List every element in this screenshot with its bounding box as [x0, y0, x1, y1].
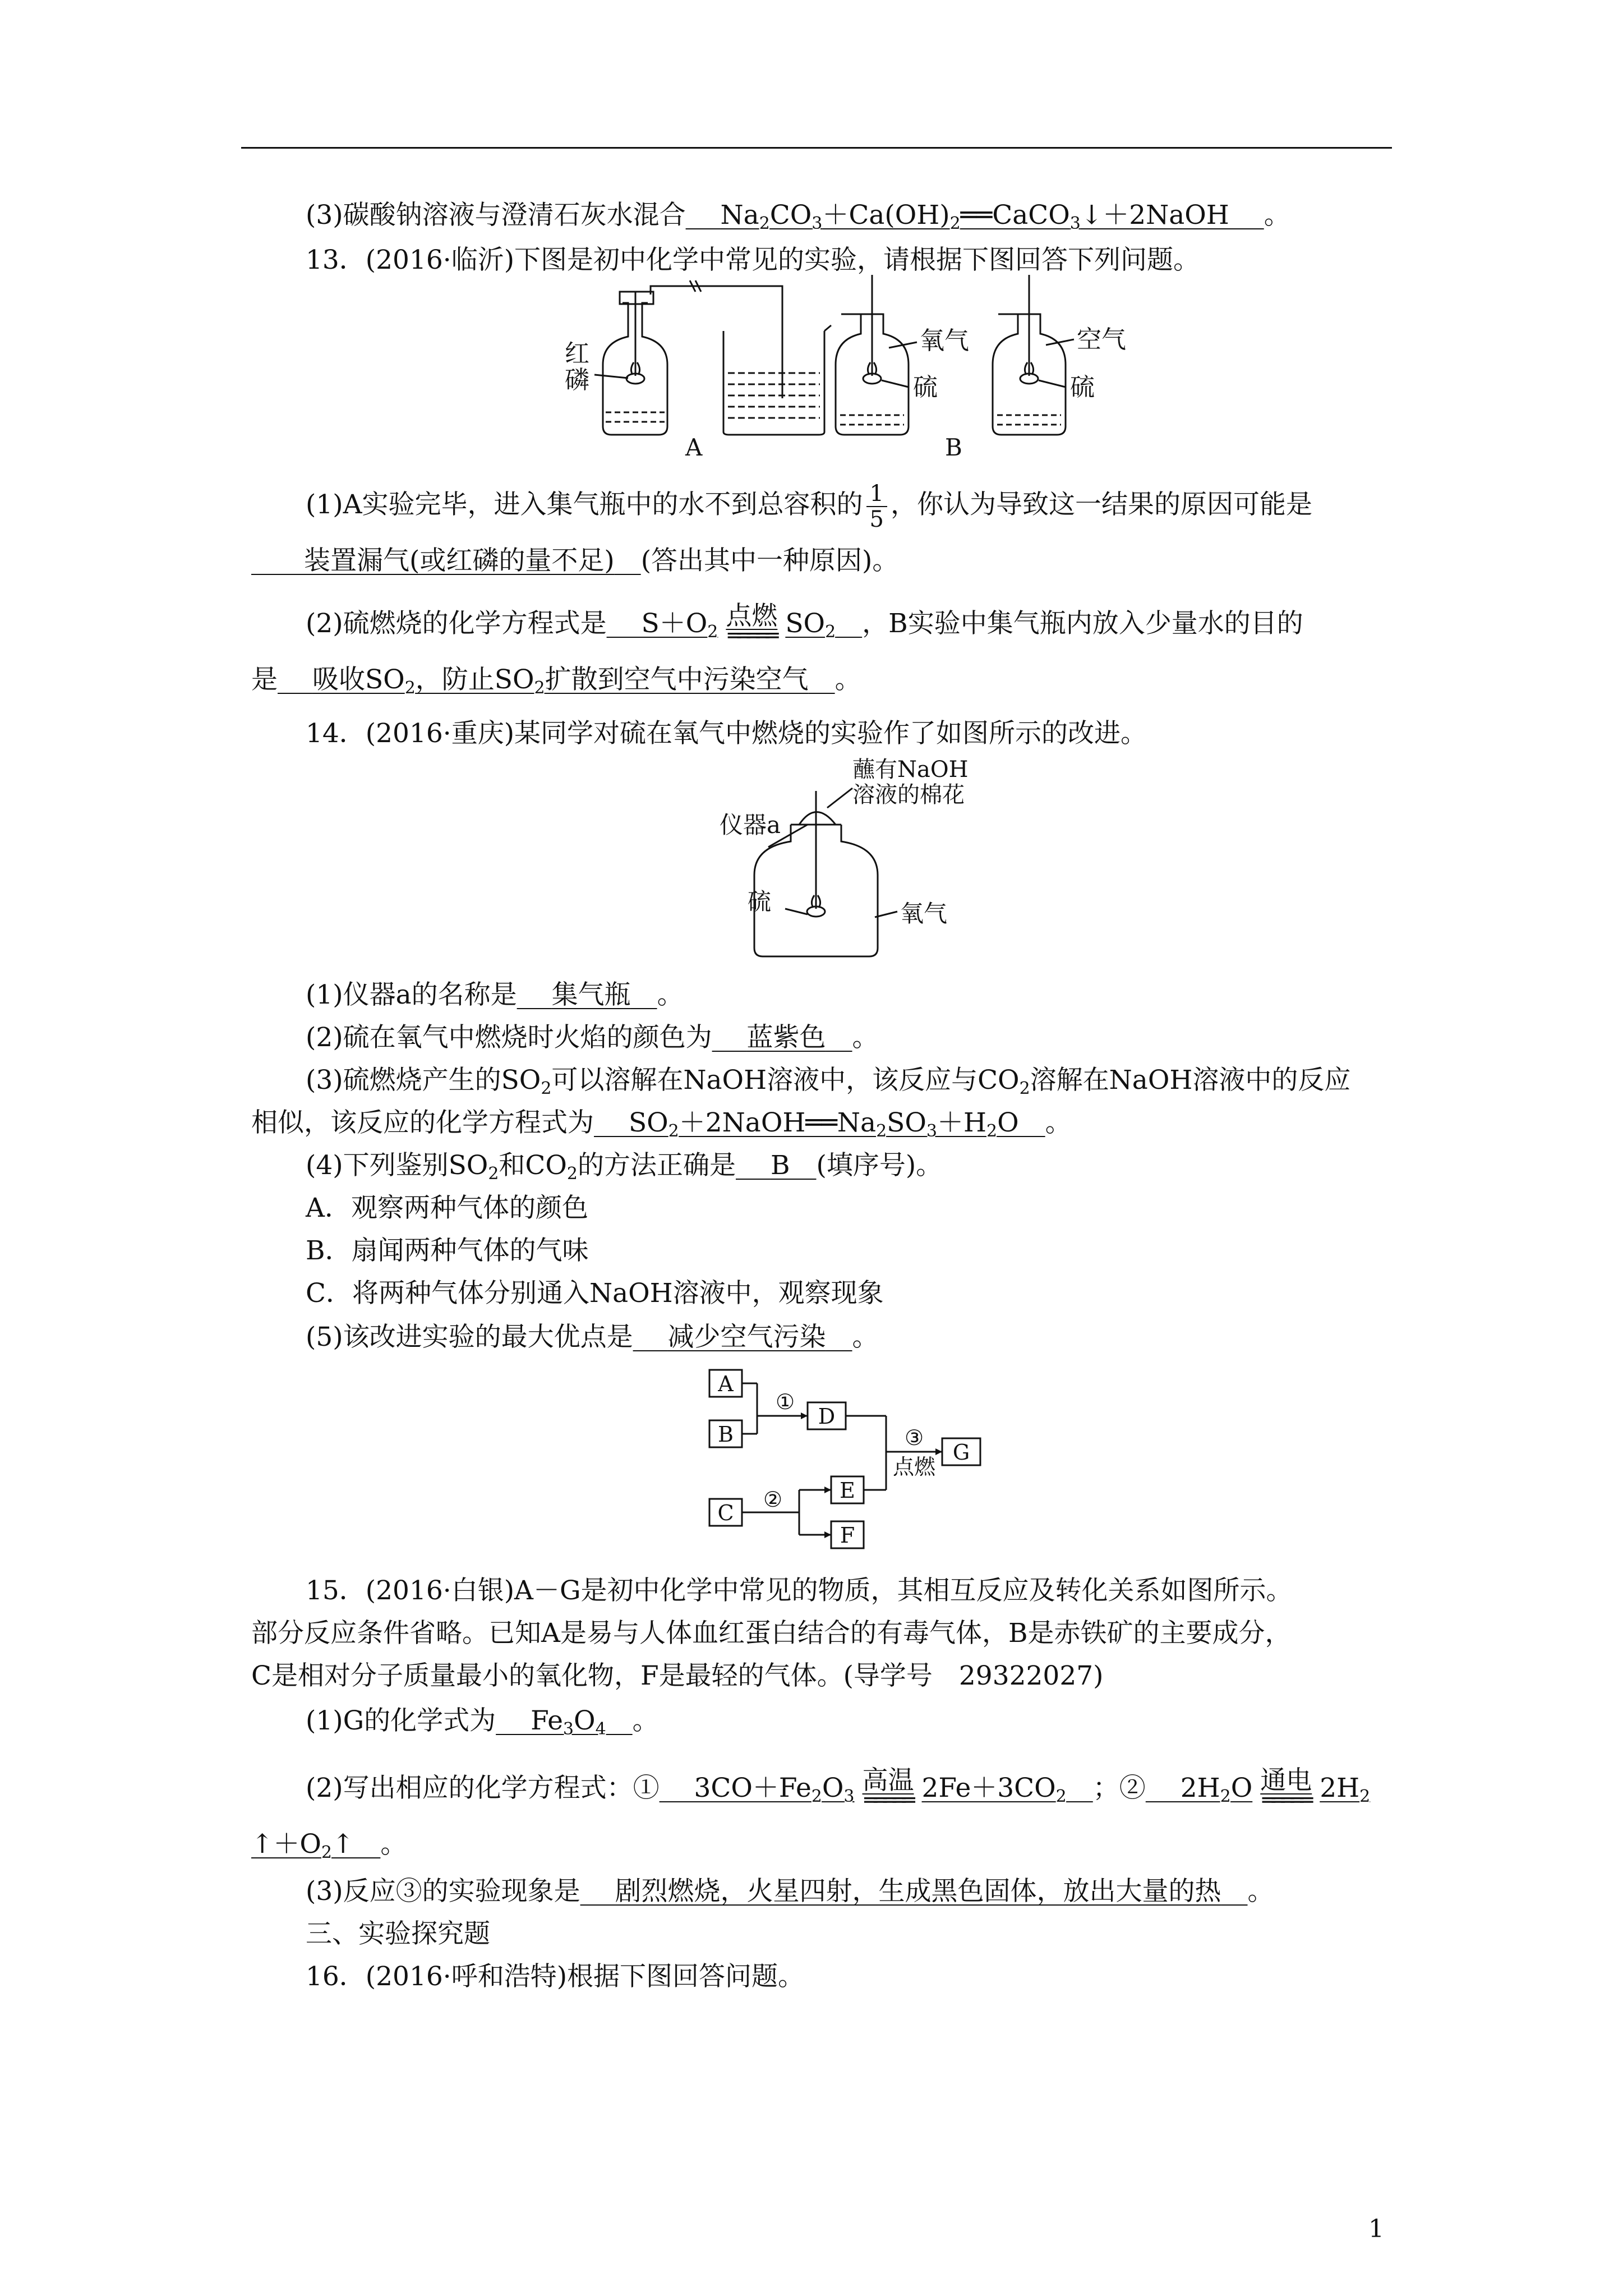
q13-label-a: A [685, 434, 703, 461]
q14-label-cotton-1: 蘸有NaOH [852, 757, 969, 783]
q14-label-oxygen: 氧气 [900, 900, 948, 927]
q15-part1: (1)G的化学式为 $Fe_3O_4$ 。 [306, 1705, 659, 1739]
box-d-label: D [818, 1404, 836, 1429]
q13-part1-answer-line: 装置漏气(或红磷的量不足) (答出其中一种原因)。 [251, 543, 898, 579]
q12-part3: (3)碳酸钠溶液与澄清石灰水混合 $Na_2CO_3+Ca(OH)_2══CaCO_3↓+2NaOH$ 。 [306, 200, 1290, 233]
q14-part5: (5)该改进实验的最大优点是 减少空气污染 。 [306, 1322, 879, 1352]
q13-part2-answer: $S+O_2$ [606, 608, 718, 642]
box-c-label: C [717, 1501, 734, 1525]
q12-part3-answer: $Na_2CO_3+Ca(OH)_2══CaCO_3↓+2NaOH$ [720, 200, 1264, 233]
q14-label-instrument: 仪器a [720, 811, 781, 839]
q15-equation-2-lhs: $2H_2O$ [1145, 1773, 1253, 1806]
q14-part4: (4)下列鉴别$SO_2$和$CO_2$的方法正确是 B (填序号)。 [306, 1150, 943, 1184]
q14-part3-answer-line: 相似，该反应的化学方程式为 $SO_2+2NaOH══Na_2SO_3+H_2O$ 。 [251, 1107, 1072, 1141]
step-3-label: ③ [904, 1425, 924, 1450]
fraction-one-fifth: $\frac{1}{5}$ [866, 481, 887, 532]
step-2-label: ② [763, 1487, 783, 1512]
box-a-label: A [718, 1372, 734, 1396]
section-3-heading: 三、实验探究题 [306, 1918, 490, 1949]
box-e-label: E [840, 1478, 855, 1503]
q15-line-1: 15．(2016·白银)A－G是初中化学中常见的物质，其相互反应及转化关系如图所示。 [306, 1575, 1293, 1606]
q15-part2-cont: $↑+O_2↑$ 。 [251, 1829, 407, 1862]
q14-part1-answer: 集气瓶 [551, 979, 631, 1010]
q15-part1-answer: $Fe_3O_4$ [496, 1705, 606, 1739]
condition-ignite: 点燃 ═════ [726, 600, 778, 648]
q15-equation-2-cont: $↑+O_2↑$ [251, 1829, 381, 1862]
q13-label-oxygen: 氧气 [920, 326, 969, 355]
condition-electrolysis: 通电 ═════ [1260, 1765, 1312, 1812]
q14-option-c: C．将两种气体分别通入NaOH溶液中，观察现象 [306, 1278, 884, 1309]
box-b-label: B [718, 1422, 734, 1447]
q15-part2: (2)写出相应的化学方程式：① $3CO+Fe_2O_3$ 高温 ═════ $2Fe+3CO_2$ ；② $2H_2O$ 通电 ═════ $2H_2$ [306, 1765, 1371, 1812]
q13-label-air: 空气 [1077, 325, 1126, 354]
q14-option-a: A．观察两种气体的颜色 [306, 1193, 588, 1223]
q14-title: 14．(2016·重庆)某同学对硫在氧气中燃烧的实验作了如图所示的改进。 [306, 718, 1147, 749]
q13-label-hong: 红 [565, 339, 589, 368]
q15-equation-1-rhs: $2Fe+3CO_2$ [921, 1773, 1067, 1806]
q14-part5-answer: 减少空气污染 [667, 1322, 826, 1352]
q15-equation-1-lhs: $3CO+Fe_2O_3$ [659, 1773, 855, 1806]
q13-part2-purpose: 吸收$SO_2$，防止$SO_2$扩散到空气中污染空气 [312, 664, 809, 698]
q15-part3-answer: 剧烈燃烧，火星四射，生成黑色固体，放出大量的热 [615, 1876, 1221, 1907]
page-number: 1 [1368, 2215, 1384, 2243]
box-f-label: F [840, 1523, 855, 1548]
q14-part3: (3)硫燃烧产生的$SO_2$可以溶解在NaOH溶液中，该反应与$CO_2$溶解在NaOH溶液中的反应 [306, 1065, 1351, 1098]
q13-title: 13．(2016·临沂)下图是初中化学中常见的实验，请根据下图回答下列问题。 [306, 245, 1200, 275]
q13-part2: (2)硫燃烧的化学方程式是 $S+O_2$ 点燃 ═════ $SO_2$ ，B实验中集气瓶内放入少量水的目的 [306, 600, 1303, 648]
q14-part2-answer: 蓝紫色 [746, 1022, 826, 1053]
q13-part2-answer-line: 是 吸收$SO_2$，防止$SO_2$扩散到空气中污染空气 。 [251, 664, 861, 698]
q15-equation-2-rhs: $2H_2$ [1320, 1773, 1371, 1806]
q14-part3-equation: $SO_2+2NaOH══Na_2SO_3+H_2O$ [594, 1107, 1045, 1141]
box-g-label: G [952, 1440, 970, 1465]
step-1-label: ① [775, 1389, 795, 1414]
q15-part3: (3)反应③的实验现象是 剧烈燃烧，火星四射，生成黑色固体，放出大量的热 。 [306, 1876, 1274, 1907]
q13-part1: (1)A实验完毕，进入集气瓶中的水不到总容积的 $\frac{1}{5}$ ，你认为导致这一结果的原因可能是 [306, 481, 1312, 532]
q14-part2: (2)硫在氧气中燃烧时火焰的颜色为 蓝紫色 。 [306, 1022, 879, 1053]
ignite-label: 点燃 [892, 1455, 936, 1479]
q13-label-lin: 磷 [565, 366, 589, 394]
q15-line-2: 部分反应条件省略。已知A是易与人体血红蛋白结合的有毒气体，B是赤铁矿的主要成分， [251, 1618, 1292, 1649]
q13-part1-answer: 装置漏气(或红磷的量不足) [304, 545, 615, 576]
q14-part1: (1)仪器a的名称是 集气瓶 。 [306, 979, 684, 1010]
q14-label-cotton-2: 溶液的棉花 [852, 782, 965, 808]
q16-title: 16．(2016·呼和浩特)根据下图回答问题。 [306, 1961, 805, 1992]
q14-part4-answer: B [770, 1150, 790, 1181]
q13-label-b: B [945, 434, 962, 461]
q13-label-sulfur-1: 硫 [913, 373, 938, 402]
q14-option-b: B．扇闻两种气体的气味 [306, 1235, 589, 1266]
q13-label-sulfur-2: 硫 [1070, 373, 1095, 402]
q15-line-3: C是相对分子质量最小的氧化物，F是最轻的气体。(导学号 29322027) [251, 1660, 1104, 1691]
q14-label-sulfur: 硫 [748, 888, 772, 915]
condition-high-temp: 高温 ═════ [862, 1765, 914, 1812]
